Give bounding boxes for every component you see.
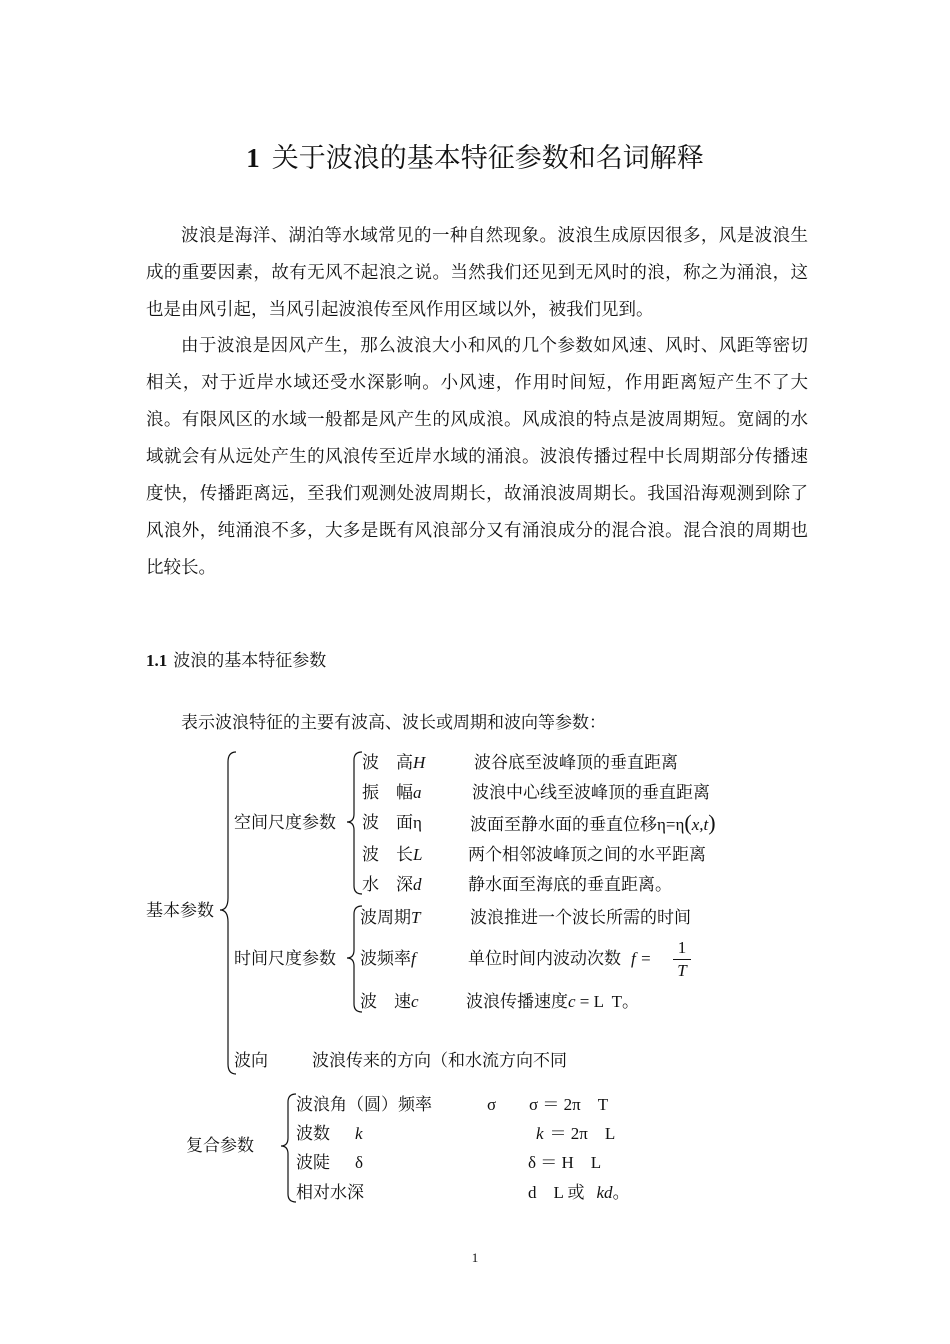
row-name: 波 长 xyxy=(362,845,413,865)
page-number: 1 xyxy=(471,1250,479,1265)
composite-row-steepness-formula: δ ＝ H L xyxy=(528,1153,602,1172)
row-symbol: f xyxy=(411,949,416,968)
section-number: 1.1 xyxy=(146,651,168,670)
row-name: 波 高 xyxy=(362,753,413,773)
surface-formula-args: x,t xyxy=(691,815,709,834)
row-symbol: d xyxy=(413,875,422,894)
row-desc: 单位时间内波动次数 xyxy=(468,949,621,969)
formula-end: 。 xyxy=(612,1183,630,1203)
chapter-title-text: 关于波浪的基本特征参数和名词解释 xyxy=(271,143,704,174)
time-row-period xyxy=(360,906,420,930)
formula-rest: ＝ 2π L xyxy=(549,1124,616,1143)
formula-rest: d L 或 xyxy=(528,1183,585,1202)
paren-close: ) xyxy=(708,810,716,835)
time-row-speed-desc xyxy=(466,990,639,1014)
section-title: 波浪的基本特征参数 xyxy=(173,651,327,671)
speed-formula-rest: = L T。 xyxy=(575,992,639,1011)
speed-formula-c: c xyxy=(568,992,576,1011)
direction-desc: 波浪传来的方向（和水流方向不同 xyxy=(312,1051,567,1071)
paragraph-2: 由于波浪是因风产生，那么波浪大小和风的几个参数如风速、风时、风距等密切相关，对于近岸水域还受水深影响。小风速，作用时间短，作用距离短产生不了大浪。有限风区的水域一般都是风产生的风成浪。风成浪的特点是波周期短。宽阔的水域就会有从远处产生的风浪传至近岸水域的涌浪。波浪传播过程中长周期部分传播速度快，传播距离远，至我们观测处波周期长，故涌浪波周期长。我国沿海观测到除了风浪外，纯涌浪不多，大多是既有风浪部分又有涌浪成分的混合浪。混合浪的周期也比较长。 xyxy=(146,336,808,578)
frequency-formula: f = xyxy=(631,949,652,968)
formula-kd: kd xyxy=(596,1183,613,1202)
row-name: 波频率 xyxy=(360,949,411,969)
composite-row-wavenumber-sym: k xyxy=(355,1124,363,1143)
row-symbol: η xyxy=(413,813,422,832)
spatial-row-surface-desc xyxy=(470,811,716,837)
spatial-row-length-desc: 两个相邻波峰顶之间的水平距离 xyxy=(468,845,706,865)
spatial-row-height-desc: 波谷底至波峰顶的垂直距离 xyxy=(474,753,678,773)
intro-sentence: 表示波浪特征的主要有波高、波长或周期和波向等参数： xyxy=(181,713,606,733)
fraction-numerator: 1 xyxy=(673,937,691,960)
row-symbol: c xyxy=(411,992,419,1011)
spatial-row-depth-desc: 静水面至海底的垂直距离。 xyxy=(468,875,672,895)
row-name: 波 速 xyxy=(360,992,411,1012)
formula-k: k xyxy=(536,1124,544,1143)
composite-brace xyxy=(281,1094,296,1202)
spatial-row-height xyxy=(362,751,425,775)
row-symbol: a xyxy=(413,783,422,802)
paren-open: ( xyxy=(684,810,692,835)
row-symbol: L xyxy=(413,845,423,864)
time-row-period-desc: 波浪推进一个波长所需的时间 xyxy=(470,908,691,928)
composite-row-relative-depth-formula xyxy=(528,1181,630,1205)
row-symbol: H xyxy=(413,753,426,772)
surface-formula-lhs: η=η xyxy=(657,815,685,834)
time-row-frequency-desc xyxy=(468,947,651,971)
spatial-row-surface xyxy=(362,811,422,835)
spatial-row-amplitude xyxy=(362,781,422,805)
spatial-brace xyxy=(347,752,362,894)
row-symbol: T xyxy=(411,908,421,927)
row-name: 波周期 xyxy=(360,908,411,928)
spatial-row-amplitude-desc: 波浪中心线至波峰顶的垂直距离 xyxy=(472,783,710,803)
composite-label: 复合参数 xyxy=(186,1136,254,1156)
spatial-label: 空间尺度参数 xyxy=(234,813,336,833)
time-row-frequency xyxy=(360,947,416,971)
row-name: 波 面 xyxy=(362,813,413,833)
spatial-row-length xyxy=(362,843,422,867)
row-name: 水 深 xyxy=(362,875,413,895)
row-desc: 波面至静水面的垂直位移 xyxy=(470,815,657,835)
composite-row-angular-formula: σ ＝ 2π T xyxy=(529,1095,609,1114)
composite-row-relative-depth: 相对水深 xyxy=(296,1183,364,1203)
composite-row-wavenumber-formula xyxy=(536,1122,615,1146)
paragraph-1: 波浪是海洋、湖泊等水域常见的一种自然现象。波浪生成原因很多，风是波浪生成的重要因素，故有无风不起浪之说。当然我们还见到无风时的浪，称之为涌浪，这也是由风引起，当风引起波浪传至风作用区域以外，被我们见到。 xyxy=(146,226,808,320)
composite-row-steepness-sym: δ xyxy=(355,1153,364,1172)
composite-row-steepness: 波陡 xyxy=(296,1153,330,1173)
spatial-row-depth xyxy=(362,873,422,897)
time-label: 时间尺度参数 xyxy=(234,949,336,969)
row-name: 振 幅 xyxy=(362,783,413,803)
row-desc: 波浪传播速度 xyxy=(466,992,568,1012)
basic-label: 基本参数 xyxy=(146,901,214,921)
time-row-speed xyxy=(360,990,419,1014)
composite-row-angular: 波浪角（圆）频率 xyxy=(296,1095,432,1115)
chapter-number: 1 xyxy=(246,143,260,173)
basic-brace xyxy=(220,752,236,1074)
composite-row-angular-sym: σ xyxy=(487,1095,497,1114)
composite-row-wavenumber: 波数 xyxy=(296,1124,330,1144)
direction-label: 波向 xyxy=(234,1051,268,1071)
frequency-fraction xyxy=(673,937,691,982)
fraction-denominator: T xyxy=(677,961,687,980)
